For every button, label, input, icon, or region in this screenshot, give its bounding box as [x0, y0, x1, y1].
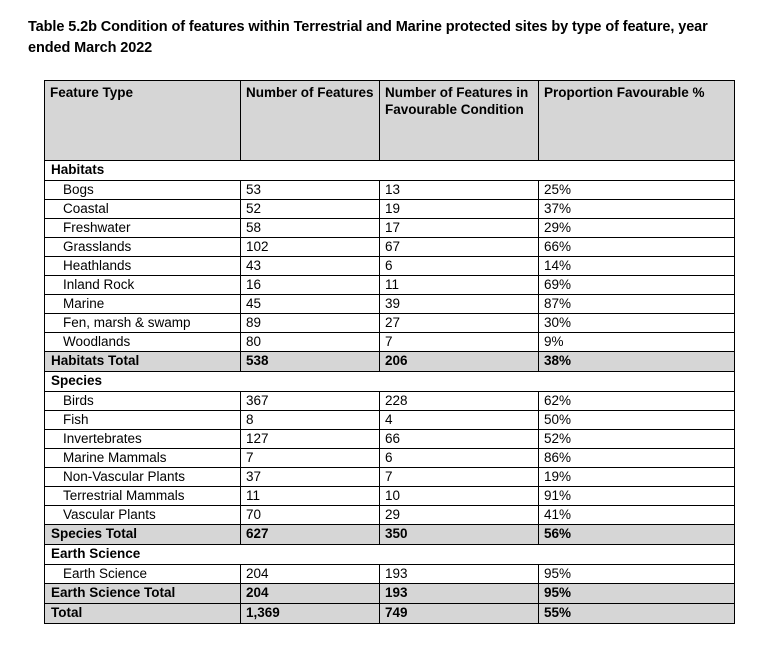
cell-number-favourable: 39 [380, 295, 539, 314]
cell-number-of-features: 52 [241, 200, 380, 219]
cell-number-favourable: 749 [380, 604, 539, 624]
cell-number-favourable: 7 [380, 333, 539, 352]
cell-feature-type: Freshwater [45, 219, 241, 238]
cell-number-favourable: 67 [380, 238, 539, 257]
table-row [45, 314, 735, 333]
table-row [45, 487, 735, 506]
cell-proportion-favourable: 91% [539, 487, 735, 506]
cell-proportion-favourable: 9% [539, 333, 735, 352]
cell-feature-type: Coastal [45, 200, 241, 219]
table-row [45, 392, 735, 411]
table-total-row [45, 352, 735, 372]
column-header-feature-type: Feature Type [45, 81, 241, 161]
table-header-row [45, 81, 735, 161]
cell-number-of-features: 37 [241, 468, 380, 487]
cell-proportion-favourable: 69% [539, 276, 735, 295]
cell-number-of-features: 58 [241, 219, 380, 238]
table-row [45, 295, 735, 314]
cell-proportion-favourable: 29% [539, 219, 735, 238]
cell-number-favourable: 206 [380, 352, 539, 372]
table-total-row [45, 584, 735, 604]
cell-number-of-features: 627 [241, 525, 380, 545]
cell-proportion-favourable: 14% [539, 257, 735, 276]
section-label: Species [45, 372, 735, 392]
cell-number-favourable: 19 [380, 200, 539, 219]
cell-number-favourable: 11 [380, 276, 539, 295]
cell-number-of-features: 367 [241, 392, 380, 411]
cell-number-of-features: 45 [241, 295, 380, 314]
cell-number-favourable: 66 [380, 430, 539, 449]
cell-feature-type: Terrestrial Mammals [45, 487, 241, 506]
page-title: Table 5.2b Condition of features within Terrestrial and Marine protected sites by type of feature, year ended March 2022 [28, 19, 708, 56]
table-row [45, 181, 735, 200]
table-header [45, 81, 735, 161]
cell-number-of-features: 1,369 [241, 604, 380, 624]
column-header-proportion-favourable: Proportion Favourable % [539, 81, 735, 161]
cell-proportion-favourable: 25% [539, 181, 735, 200]
table-row [45, 257, 735, 276]
table-container [44, 80, 734, 624]
cell-feature-type: Grasslands [45, 238, 241, 257]
cell-number-favourable: 13 [380, 181, 539, 200]
cell-feature-type: Fish [45, 411, 241, 430]
cell-number-of-features: 53 [241, 181, 380, 200]
table-row [45, 449, 735, 468]
section-label: Habitats [45, 161, 735, 181]
cell-proportion-favourable: 50% [539, 411, 735, 430]
cell-feature-type: Bogs [45, 181, 241, 200]
section-label: Earth Science [45, 545, 735, 565]
cell-proportion-favourable: 55% [539, 604, 735, 624]
cell-number-favourable: 228 [380, 392, 539, 411]
cell-feature-type: Earth Science [45, 565, 241, 584]
cell-proportion-favourable: 66% [539, 238, 735, 257]
cell-proportion-favourable: 19% [539, 468, 735, 487]
cell-feature-type: Habitats Total [45, 352, 241, 372]
cell-feature-type: Invertebrates [45, 430, 241, 449]
table-row [45, 238, 735, 257]
cell-number-of-features: 16 [241, 276, 380, 295]
cell-number-of-features: 204 [241, 565, 380, 584]
table-section-row [45, 161, 735, 181]
cell-proportion-favourable: 86% [539, 449, 735, 468]
cell-proportion-favourable: 87% [539, 295, 735, 314]
cell-number-of-features: 8 [241, 411, 380, 430]
cell-number-of-features: 80 [241, 333, 380, 352]
condition-of-features-table [44, 80, 735, 624]
cell-number-of-features: 7 [241, 449, 380, 468]
cell-number-favourable: 4 [380, 411, 539, 430]
cell-feature-type: Fen, marsh & swamp [45, 314, 241, 333]
cell-number-favourable: 6 [380, 257, 539, 276]
table-total-row [45, 525, 735, 545]
cell-feature-type: Species Total [45, 525, 241, 545]
table-row [45, 200, 735, 219]
cell-proportion-favourable: 62% [539, 392, 735, 411]
column-header-number-favourable: Number of Features in Favourable Condition [380, 81, 539, 161]
cell-feature-type: Non-Vascular Plants [45, 468, 241, 487]
cell-number-of-features: 204 [241, 584, 380, 604]
table-row [45, 506, 735, 525]
cell-feature-type: Total [45, 604, 241, 624]
cell-number-of-features: 127 [241, 430, 380, 449]
cell-feature-type: Marine [45, 295, 241, 314]
cell-proportion-favourable: 95% [539, 565, 735, 584]
cell-number-favourable: 10 [380, 487, 539, 506]
cell-number-of-features: 43 [241, 257, 380, 276]
cell-proportion-favourable: 95% [539, 584, 735, 604]
cell-feature-type: Birds [45, 392, 241, 411]
cell-feature-type: Woodlands [45, 333, 241, 352]
cell-proportion-favourable: 37% [539, 200, 735, 219]
cell-proportion-favourable: 38% [539, 352, 735, 372]
cell-number-favourable: 29 [380, 506, 539, 525]
cell-feature-type: Inland Rock [45, 276, 241, 295]
table-total-row [45, 604, 735, 624]
cell-proportion-favourable: 30% [539, 314, 735, 333]
cell-number-of-features: 102 [241, 238, 380, 257]
table-row [45, 468, 735, 487]
cell-number-favourable: 17 [380, 219, 539, 238]
cell-number-favourable: 27 [380, 314, 539, 333]
table-row [45, 565, 735, 584]
cell-feature-type: Vascular Plants [45, 506, 241, 525]
cell-feature-type: Heathlands [45, 257, 241, 276]
cell-proportion-favourable: 56% [539, 525, 735, 545]
table-body [45, 161, 735, 624]
cell-number-favourable: 6 [380, 449, 539, 468]
cell-proportion-favourable: 41% [539, 506, 735, 525]
cell-number-of-features: 11 [241, 487, 380, 506]
column-header-number-of-features: Number of Features [241, 81, 380, 161]
table-section-row [45, 372, 735, 392]
cell-number-favourable: 193 [380, 565, 539, 584]
cell-number-favourable: 350 [380, 525, 539, 545]
cell-number-of-features: 89 [241, 314, 380, 333]
table-row [45, 430, 735, 449]
cell-feature-type: Earth Science Total [45, 584, 241, 604]
cell-feature-type: Marine Mammals [45, 449, 241, 468]
cell-proportion-favourable: 52% [539, 430, 735, 449]
table-row [45, 333, 735, 352]
cell-number-favourable: 193 [380, 584, 539, 604]
cell-number-favourable: 7 [380, 468, 539, 487]
cell-number-of-features: 70 [241, 506, 380, 525]
table-section-row [45, 545, 735, 565]
table-row [45, 276, 735, 295]
table-row [45, 411, 735, 430]
table-row [45, 219, 735, 238]
cell-number-of-features: 538 [241, 352, 380, 372]
